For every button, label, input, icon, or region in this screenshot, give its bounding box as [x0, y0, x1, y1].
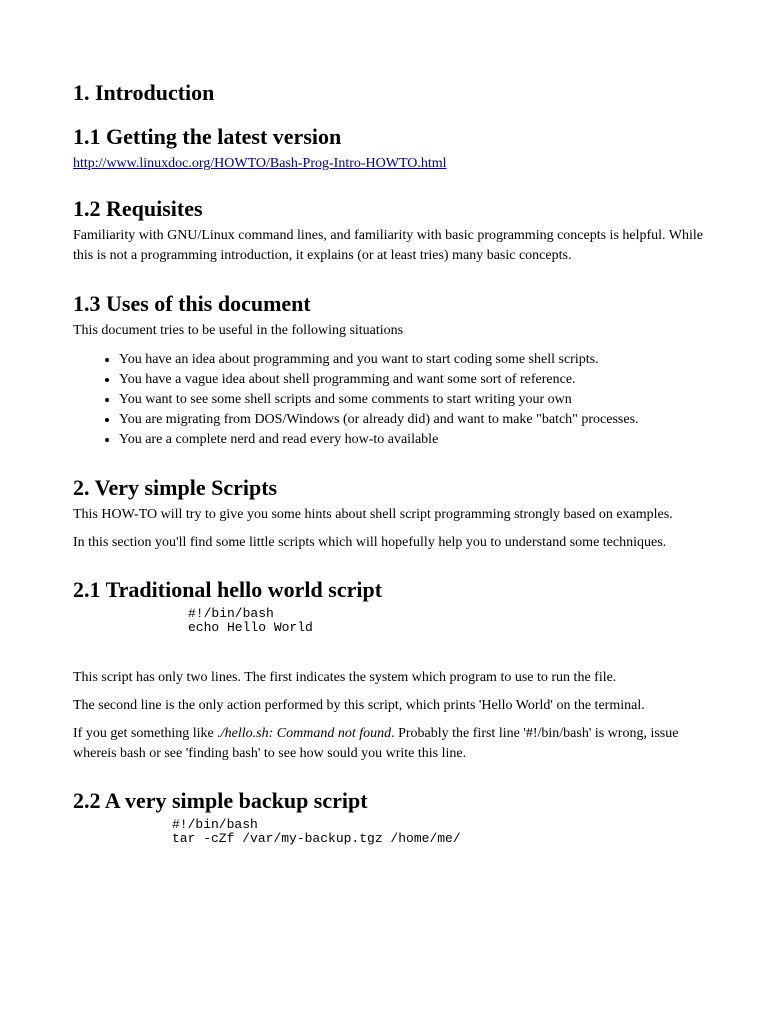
- list-item: • You are migrating from DOS/Windows (or already did) and want to make "batch" processes.: [119, 410, 713, 430]
- document-page: [73, 78, 713, 845]
- uses-intro-paragraph: This document tries to be useful in the following situations: [73, 323, 404, 338]
- list-item: • You have a vague idea about shell programming and want some sort of reference.: [119, 370, 713, 390]
- command-not-found-text: ./hello.sh: Command not found: [217, 726, 392, 741]
- scripts-paragraph-2: In this section you'll find some little scripts which will hopefully help you to understand some techniques.: [73, 535, 667, 550]
- heading-requisites: 1.2 Requisites: [73, 196, 203, 221]
- scripts-paragraph-1: This HOW-TO will try to give you some hints about shell script programming strongly based on examples.: [73, 507, 673, 522]
- heading-introduction: 1. Introduction: [73, 80, 215, 105]
- hello-paragraph-3: If you get something like ./hello.sh: Command not found. Probably the first line '#!/bin/bash' is wrong, issue whereis bash or see 'finding bash' to see how sould you write this line.: [73, 726, 679, 761]
- hello-paragraph-2: The second line is the only action performed by this script, which prints 'Hello World' on the terminal.: [73, 698, 645, 713]
- hello-paragraph-1: This script has only two lines. The first indicates the system which program to use to run the file.: [73, 670, 617, 685]
- howto-link[interactable]: http://www.linuxdoc.org/HOWTO/Bash-Prog-Intro-HOWTO.html: [73, 156, 447, 171]
- list-item: • You want to see some shell scripts and some comments to start writing your own: [119, 390, 713, 410]
- heading-backup-script: 2.2 A very simple backup script: [73, 788, 368, 813]
- list-item: • You are a complete nerd and read every how-to available: [119, 430, 713, 450]
- requisites-paragraph: Familiarity with GNU/Linux command lines, and familiarity with basic programming concepts is helpful. While this is not a programming introduction, it explains (or at least tries) many basic concepts.: [73, 228, 704, 263]
- list-item: • You have an idea about programming and you want to start coding some shell scripts.: [119, 350, 713, 370]
- heading-uses-of-document: 1.3 Uses of this document: [73, 291, 311, 316]
- backup-code: #!/bin/bash tar -cZf /var/my-backup.tgz /home/me/: [172, 817, 461, 846]
- hello-world-code: #!/bin/bash echo Hello World: [188, 606, 313, 635]
- uses-list: [73, 350, 713, 450]
- heading-hello-world-script: 2.1 Traditional hello world script: [73, 577, 383, 602]
- heading-very-simple-scripts: 2. Very simple Scripts: [73, 475, 278, 500]
- heading-getting-latest-version: 1.1 Getting the latest version: [73, 124, 342, 149]
